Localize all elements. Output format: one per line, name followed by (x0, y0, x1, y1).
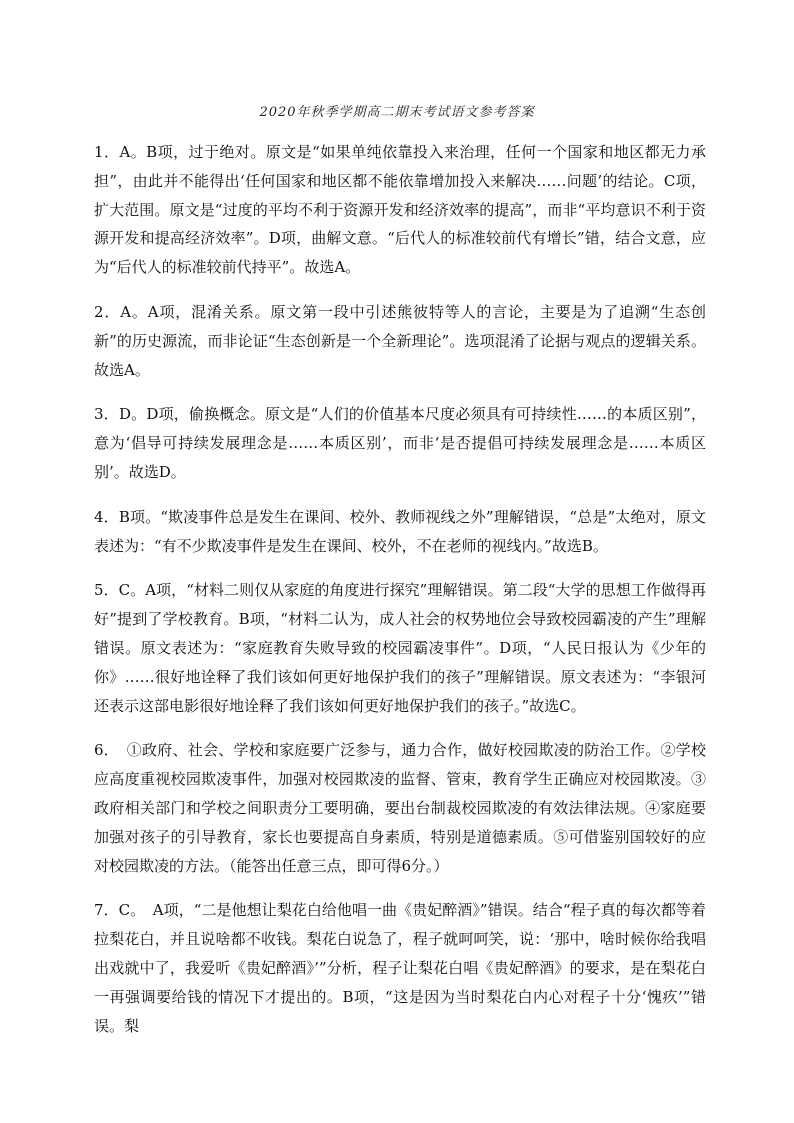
page-title: 2020年秋季学期高二期末考试语文参考答案 (259, 105, 535, 120)
answer-item-6: 6． ①政府、社会、学校和家庭要广泛参与，通力合作，做好校园欺凌的防治工作。②学校应高度重视校园欺凌事件，加强对校园欺凌的监督、管束，教育学生正确应对校园欺凌。③政府相关部门和学校之间职责分工要明确，要出台制裁校园欺凌的有效法律法规。④家庭要加强对孩子的引导教育，家长也要提高自身素质，特别是道德素质。⑤可借鉴别国较好的应对校园欺凌的方法。（能答出任意三点，即可得6分。） (94, 741, 706, 875)
answer-item-5: 5．C。A项，“材料二则仅从家庭的角度进行探究”理解错误。第二段“大学的思想工作做得再好”提到了学校教育。B项，“材料二认为，成人社会的权势地位会导致校园霸凌的产生”理解错误。原文表述为：“家庭教育失败导致的校园霸凌事件”。D项，“人民日报认为《少年的你》……很好地诠释了我们该如何更好地保护我们的孩子”理解错误。原文表述为：“李银河还表示这部电影很好地诠释了我们该如何更好地保护我们的孩子。”故选C。 (94, 581, 706, 715)
answer-item-3: 3．D。D项，偷换概念。原文是“人们的价值基本尺度必须具有可持续性……的本质区别”，意为‘倡导可持续发展理念是……本质区别’，而非‘是否提倡可持续发展理念是……本质区别’。故选D。 (94, 405, 706, 481)
answer-item-2: 2．A。A项，混淆关系。原文第一段中引述熊彼特等人的言论，主要是为了追溯“生态创新”的历史源流，而非论证“生态创新是一个全新理论”。选项混淆了论据与观点的逻辑关系。故选A。 (94, 302, 706, 379)
answer-list (94, 138, 706, 1040)
answer-item-1: 1．A。B项，过于绝对。原文是“如果单纯依靠投入来治理，任何一个国家和地区都无力承担”，由此并不能得出‘任何国家和地区都不能依靠增加投入来解决……问题’的结论。C项，扩大范围。原文是“过度的平均不利于资源开发和经济效率的提高”，而非“平均意识不利于资源开发和提高经济效率”。D项，曲解文意。“后代人的标准较前代有增长”错，结合文意，应为“后代人的标准较前代持平”。故选A。 (94, 143, 706, 277)
answer-item-4: 4．B项。“欺凌事件总是发生在课间、校外、教师视线之外”理解错误，“总是”太绝对，原文表述为：“有不少欺凌事件是发生在课间、校外，不在老师的视线内。”故选B。 (94, 507, 706, 555)
answer-item-7: 7．C。 A项，“二是他想让梨花白给他唱一曲《贵妃醉酒》”错误。结合“程子真的每次都等着拉梨花白，并且说啥都不收钱。梨花白说急了，程子就呵呵笑，说：‘那中，啥时候你给我唱出戏就中了，我爱听《贵妃醉酒》’”分析，程子让梨花白唱《贵妃醉酒》的要求，是在梨花白一再强调要给钱的情况下才提出的。B项，“这是因为当时梨花白内心对程子十分‘愧疚’”错误。梨 (94, 901, 706, 1035)
